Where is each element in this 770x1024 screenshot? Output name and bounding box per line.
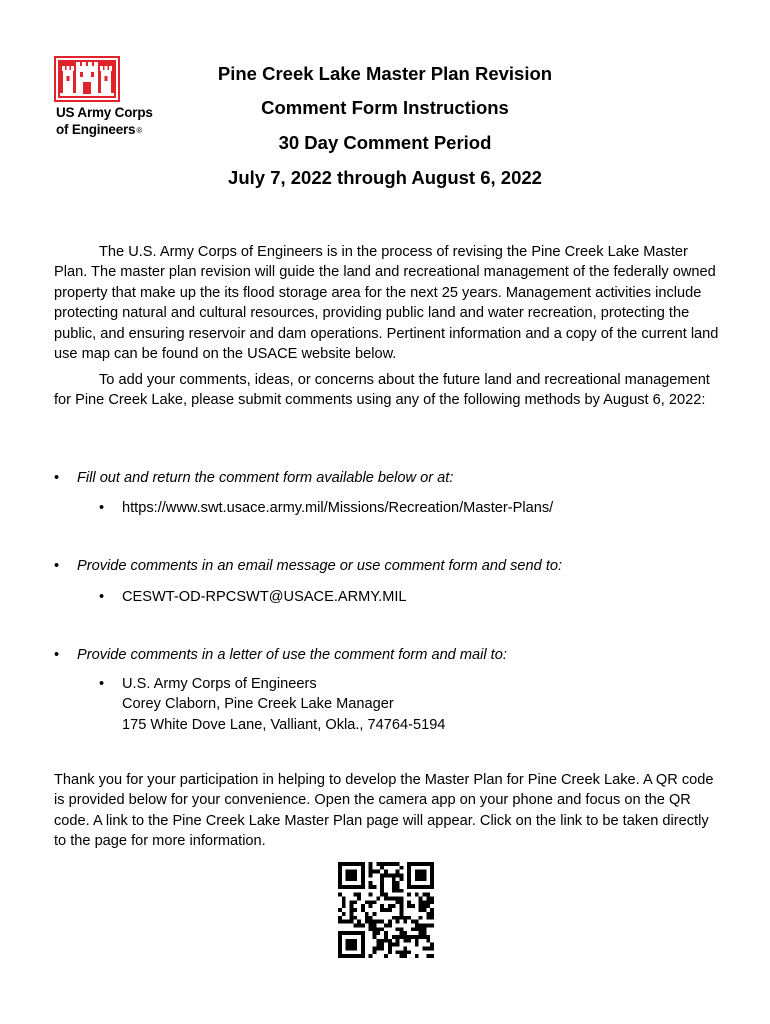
- comment-dates: July 7, 2022 through August 6, 2022: [228, 167, 542, 188]
- logo-wordmark: [56, 104, 153, 139]
- document-title: Pine Creek Lake Master Plan Revision: [217, 63, 553, 84]
- website-link[interactable]: https://www.swt.usace.army.mil/Missions/Recreation/Master-Plans/: [122, 500, 554, 516]
- method-mail: [54, 645, 507, 665]
- address-line-1: U.S. Army Corps of Engineers: [122, 676, 317, 692]
- bullet-icon: •: [54, 558, 60, 574]
- method-email-label: Provide comments in an email message or use comment form and send to:: [77, 558, 563, 574]
- bullet-icon: •: [54, 470, 60, 486]
- method-email: [54, 556, 562, 576]
- address-line-2: Corey Claborn, Pine Creek Lake Manager: [122, 696, 394, 713]
- email-link[interactable]: CESWT-OD-RPCSWT@USACE.ARMY.MIL: [122, 589, 407, 605]
- closing-paragraph: Thank you for your participation in helping to develop the Master Plan for Pine Creek Lake. A QR code is provided below for your convenience. Open the camera app on your phone and focus on the QR code. A link to the Pine Creek Lake Master Plan page will appear. Click on the link to be taken directly to the page for more information.: [54, 772, 714, 850]
- logo-line-2: of Engineers: [56, 122, 136, 137]
- method-form-url: [99, 498, 553, 518]
- document-subtitle: Comment Form Instructions: [261, 97, 509, 118]
- address-line-3: 175 White Dove Lane, Valliant, Okla., 74764-5194: [122, 716, 446, 733]
- bullet-icon: •: [99, 676, 105, 692]
- logo-line-1: US Army Corps: [56, 105, 153, 120]
- comment-period: 30 Day Comment Period: [278, 132, 492, 153]
- registered-mark: ®: [136, 126, 143, 135]
- intro-paragraph: [54, 242, 719, 364]
- method-form-label: Fill out and return the comment form available below or at:: [77, 470, 454, 486]
- method-mail-label: Provide comments in a letter of use the comment form and mail to:: [77, 647, 507, 663]
- bullet-icon: •: [99, 500, 105, 516]
- castle-icon: [54, 56, 120, 102]
- bullet-icon: •: [99, 589, 105, 605]
- method-email-address: [99, 587, 407, 607]
- intro-text: The U.S. Army Corps of Engineers is in the process of revising the Pine Creek Lake Master Plan. The master plan revision will guide the land and recreational management of the federally owned property that make up the its flood storage area for the next 25 years. Management activities include protecting natural and cultural resources, providing public land and water recreation, protecting the public, and ensuring reservoir and dam operations. Pertinent information and a copy of the current land use map can be found on the USACE website below.: [54, 244, 719, 363]
- instructions-text: To add your comments, ideas, or concerns about the future land and recreational management for Pine Creek Lake, please submit comments using any of the following methods by August 6, 2022:: [54, 372, 710, 409]
- bullet-icon: •: [54, 647, 60, 663]
- instructions-paragraph: [54, 370, 719, 411]
- mailing-address: [99, 674, 445, 735]
- qr-code-icon[interactable]: [338, 862, 434, 958]
- method-form: [54, 468, 453, 488]
